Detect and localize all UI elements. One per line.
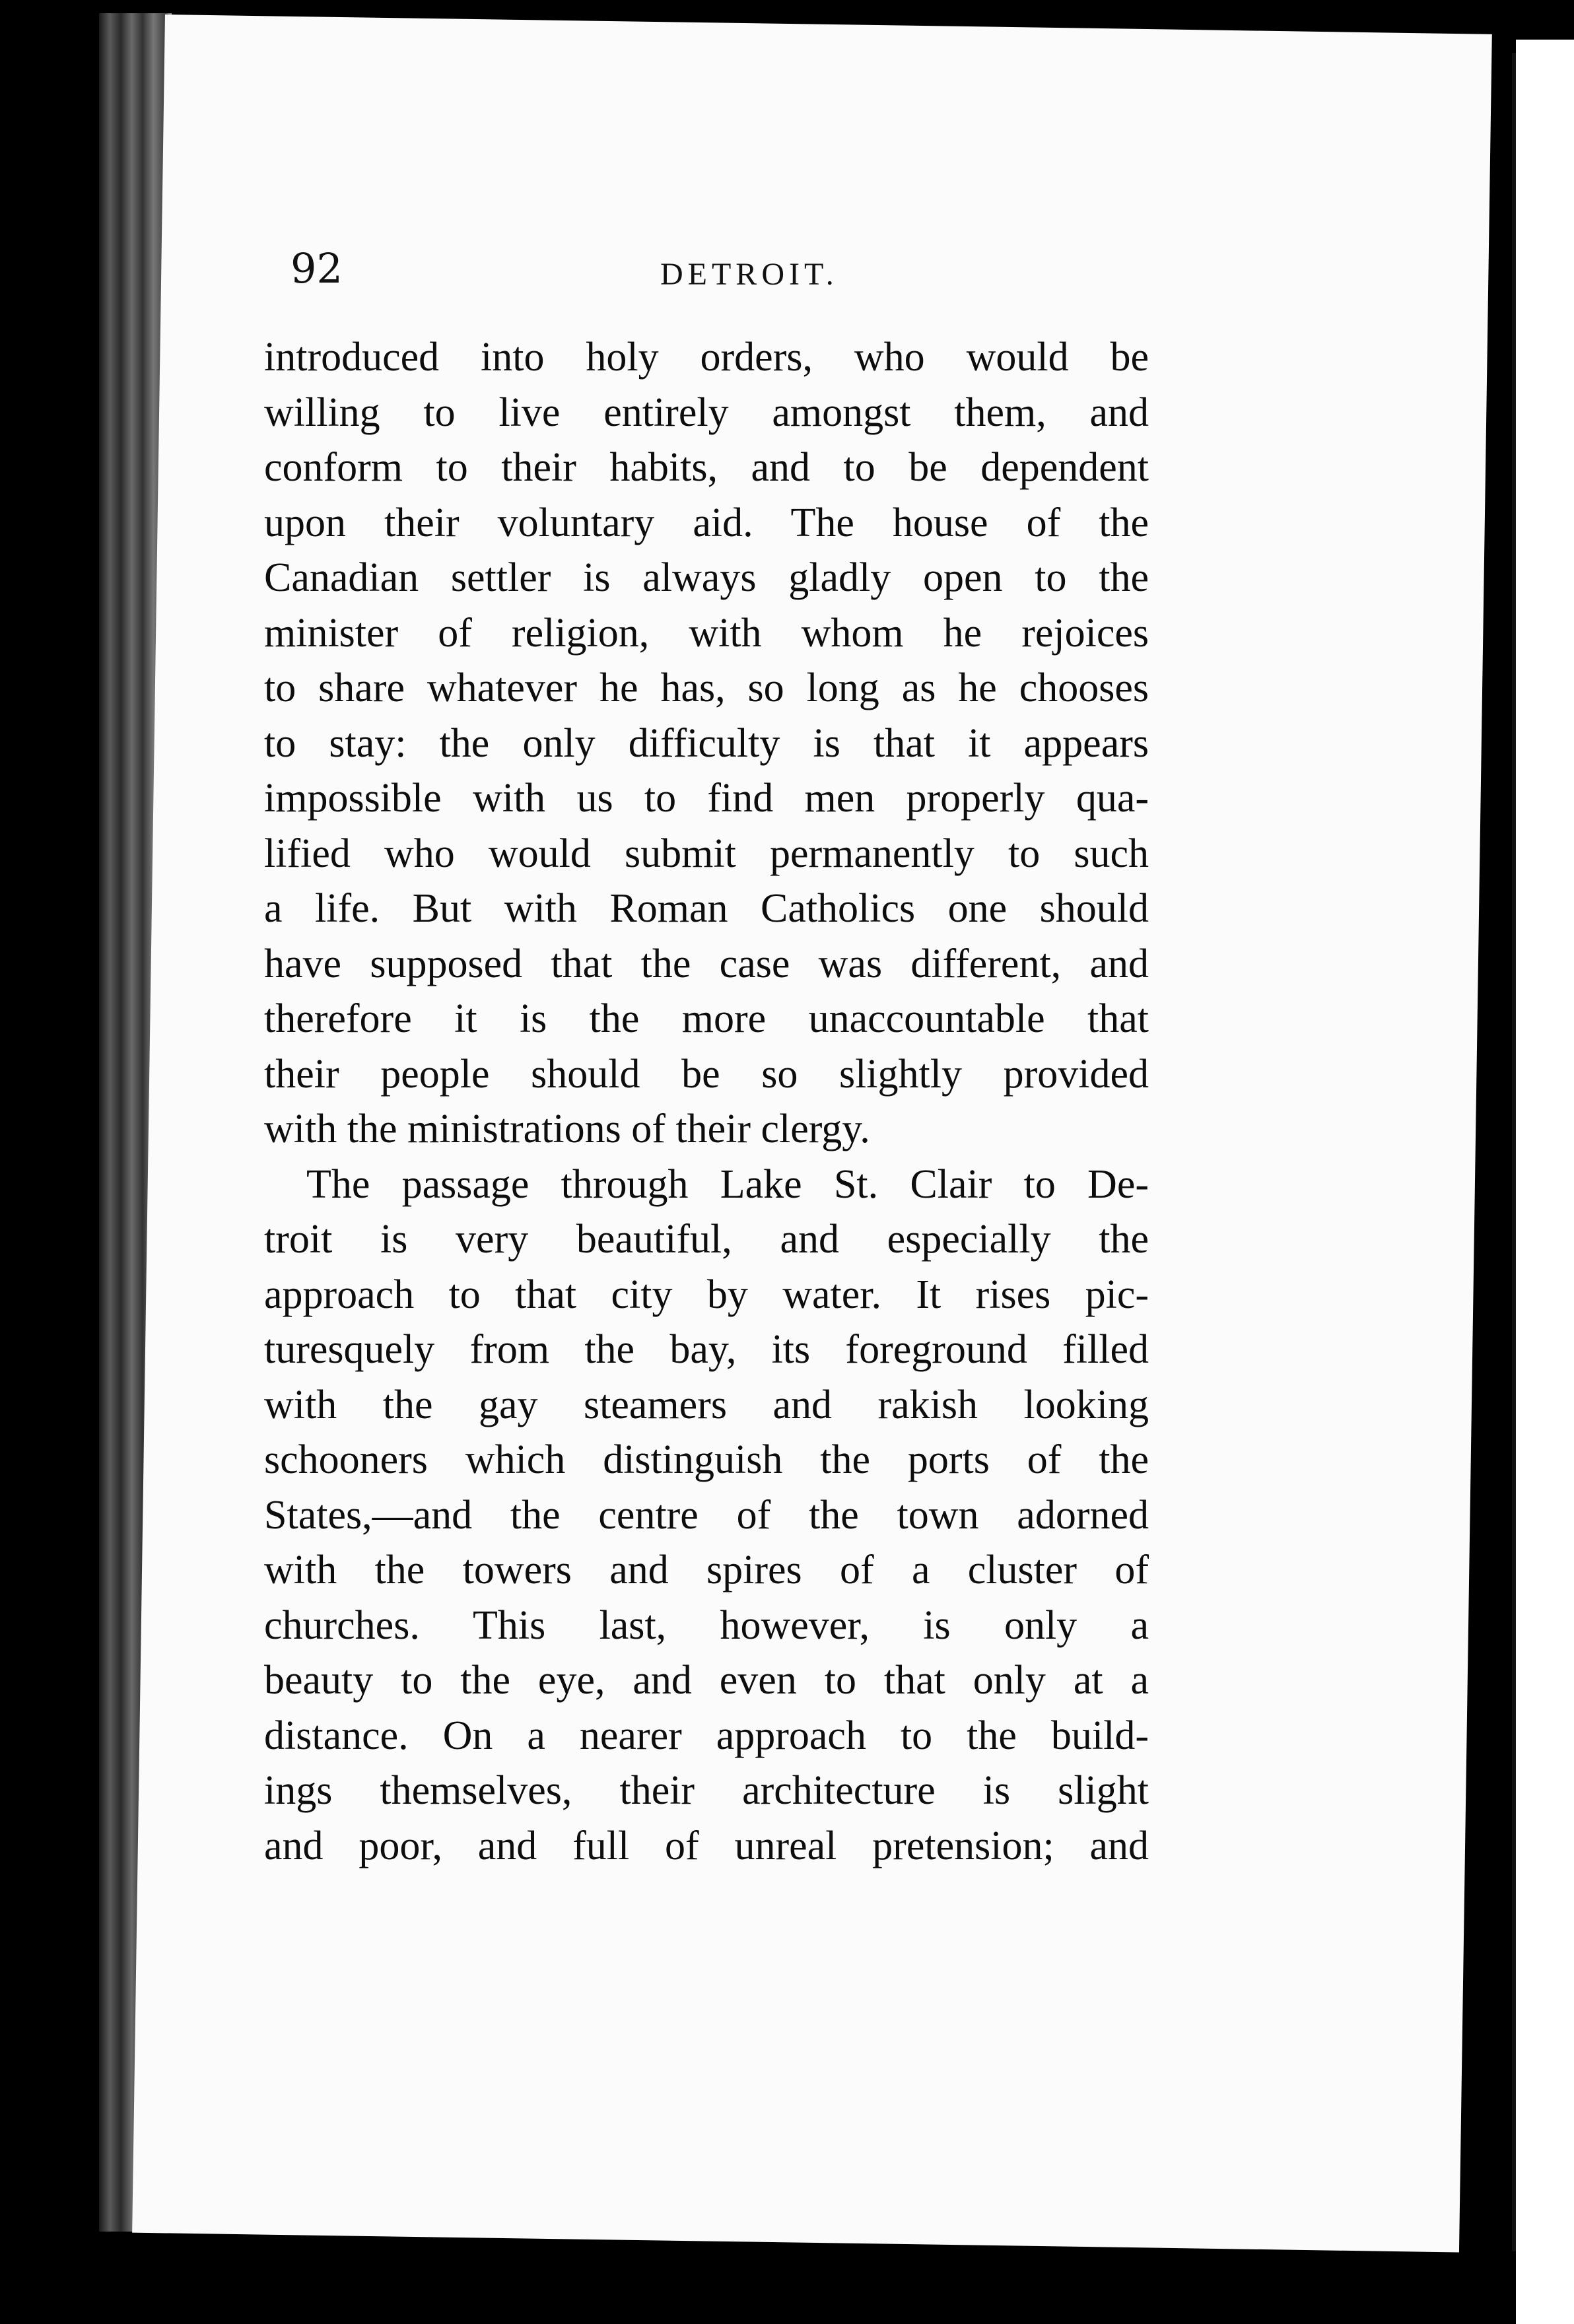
right-margin-band	[1516, 40, 1574, 2324]
text-line: therefore it is the more unaccountable that	[264, 996, 1149, 1041]
body-text	[264, 330, 1149, 1874]
text-line: distance. On a nearer approach to the build-	[264, 1713, 1149, 1758]
paragraph-1	[264, 330, 1149, 1157]
text-line: conform to their habits, and to be dependent	[264, 445, 1149, 490]
text-line: a life. But with Roman Catholics one should	[264, 886, 1149, 931]
text-line: ings themselves, their architecture is slight	[264, 1768, 1149, 1813]
text-line: have supposed that the case was different, and	[264, 941, 1149, 986]
text-line: schooners which distinguish the ports of the	[264, 1437, 1149, 1482]
text-line: to stay: the only difficulty is that it appears	[264, 720, 1149, 766]
page-header	[291, 244, 1320, 304]
text-line: willing to live entirely amongst them, and	[264, 390, 1149, 435]
text-line: to share whatever he has, so long as he chooses	[264, 666, 1149, 710]
right-edge-rule	[1512, 53, 1516, 2251]
text-line: and poor, and full of unreal pretension; and	[264, 1823, 1149, 1868]
text-line: churches. This last, however, is only a	[264, 1602, 1149, 1648]
text-line: introduced into holy orders, who would be	[264, 335, 1149, 380]
text-line: their people should be so slightly provided	[264, 1051, 1149, 1097]
text-line: troit is very beautiful, and especially the	[264, 1217, 1149, 1262]
text-line: upon their voluntary aid. The house of the	[264, 500, 1149, 545]
text-line: approach to that city by water. It rises pic-	[264, 1272, 1149, 1317]
text-line: States,—and the centre of the town adorned	[264, 1492, 1149, 1538]
text-line: minister of religion, with whom he rejoices	[264, 610, 1149, 656]
running-head: DETROIT.	[660, 257, 838, 292]
text-line: impossible with us to find men properly qua-	[264, 776, 1149, 821]
text-line: turesquely from the bay, its foreground filled	[264, 1327, 1149, 1372]
text-line: The passage through Lake St. Clair to De-	[306, 1161, 1149, 1207]
paragraph-2	[264, 1157, 1149, 1874]
text-line: lified who would submit permanently to such	[264, 831, 1149, 876]
text-line: with the gay steamers and rakish looking	[264, 1382, 1149, 1427]
text-line: with the ministrations of their clergy.	[264, 1107, 870, 1151]
text-line: with the towers and spires of a cluster of	[264, 1548, 1149, 1592]
page-number: 92	[291, 244, 343, 292]
text-line: Canadian settler is always gladly open to the	[264, 555, 1149, 600]
text-line: beauty to the eye, and even to that only at a	[264, 1658, 1149, 1703]
